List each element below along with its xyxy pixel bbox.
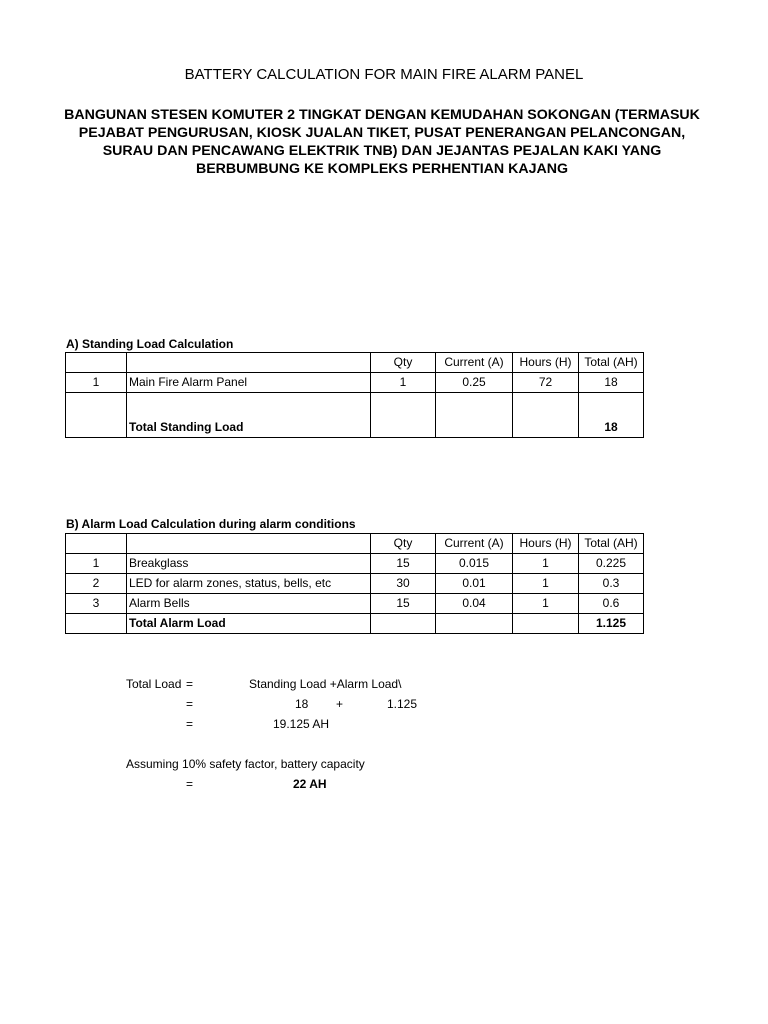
equals-sign: = (186, 677, 194, 691)
alarm-load-value: 1.125 (387, 697, 418, 711)
total-row (66, 393, 644, 438)
total-cell: 0.225 (579, 554, 644, 574)
header-qty: Qty (371, 534, 436, 554)
total-row (66, 614, 644, 634)
header-total: Total (AH) (579, 534, 644, 554)
header-cell (66, 534, 127, 554)
header-hours: Hours (H) (513, 353, 579, 373)
total-standing-value: 18 (579, 393, 644, 438)
equals-sign: = (186, 717, 194, 731)
total-load-label: Total Load (126, 677, 182, 691)
qty-cell: 1 (371, 373, 436, 393)
table-row (66, 373, 644, 393)
load-formula: Standing Load +Alarm Load\ (249, 677, 402, 691)
standing-load-value: 18 (295, 697, 309, 711)
header-total: Total (AH) (579, 353, 644, 373)
header-cell (66, 353, 127, 373)
table-row (66, 554, 644, 574)
qty-cell: 15 (371, 554, 436, 574)
header-cell (127, 534, 371, 554)
header-qty: Qty (371, 353, 436, 373)
total-load-result: 19.125 AH (273, 717, 330, 731)
current-cell: 0.04 (436, 594, 513, 614)
current-cell: 0.015 (436, 554, 513, 574)
alarm-load-table (65, 533, 644, 634)
equals-sign: = (186, 697, 194, 711)
table-header-row (66, 534, 644, 554)
total-cell: 0.6 (579, 594, 644, 614)
hours-cell: 1 (513, 574, 579, 594)
standing-load-table (65, 352, 644, 438)
item-description: Alarm Bells (127, 594, 371, 614)
empty-cell (513, 614, 579, 634)
header-hours: Hours (H) (513, 534, 579, 554)
empty-cell (66, 614, 127, 634)
item-description: LED for alarm zones, status, bells, etc (127, 574, 371, 594)
total-alarm-label: Total Alarm Load (127, 614, 371, 634)
standing-load-heading: A) Standing Load Calculation (66, 337, 234, 351)
plus-sign: + (336, 697, 344, 711)
hours-cell: 1 (513, 554, 579, 574)
header-current: Current (A) (436, 534, 513, 554)
page-title: BATTERY CALCULATION FOR MAIN FIRE ALARM PANEL (184, 66, 584, 83)
qty-cell: 15 (371, 594, 436, 614)
hours-cell: 72 (513, 373, 579, 393)
header-current: Current (A) (436, 353, 513, 373)
total-alarm-value: 1.125 (579, 614, 644, 634)
empty-cell (371, 393, 436, 438)
current-cell: 0.25 (436, 373, 513, 393)
alarm-load-heading: B) Alarm Load Calculation during alarm conditions (66, 517, 356, 531)
row-number: 1 (66, 373, 127, 393)
equals-sign: = (186, 777, 194, 791)
table-row (66, 594, 644, 614)
empty-cell (436, 614, 513, 634)
header-cell (127, 353, 371, 373)
empty-cell (371, 614, 436, 634)
project-description: BANGUNAN STESEN KOMUTER 2 TINGKAT DENGAN KEMUDAHAN SOKONGAN (TERMASUK PEJABAT PENGURUSAN, KIOSK JUALAN TIKET, PUSAT PENERANGAN PELANCONGAN, SURAU DAN PENCAWANG ELEKTRIK TNB) DAN JEJANTAS PEJALAN KAKI YANG BERBUMBUNG KE KOMPLEKS PERHENTIAN KAJANG (64, 107, 700, 177)
total-cell: 18 (579, 373, 644, 393)
total-cell: 0.3 (579, 574, 644, 594)
row-number: 3 (66, 594, 127, 614)
empty-cell (436, 393, 513, 438)
total-standing-label: Total Standing Load (127, 393, 371, 438)
empty-cell (513, 393, 579, 438)
table-row (66, 574, 644, 594)
hours-cell: 1 (513, 594, 579, 614)
table-header-row (66, 353, 644, 373)
row-number: 1 (66, 554, 127, 574)
empty-cell (66, 393, 127, 438)
row-number: 2 (66, 574, 127, 594)
safety-factor-note: Assuming 10% safety factor, battery capacity (126, 757, 365, 771)
current-cell: 0.01 (436, 574, 513, 594)
battery-capacity-value: 22 AH (293, 777, 327, 791)
item-description: Main Fire Alarm Panel (127, 373, 371, 393)
qty-cell: 30 (371, 574, 436, 594)
item-description: Breakglass (127, 554, 371, 574)
